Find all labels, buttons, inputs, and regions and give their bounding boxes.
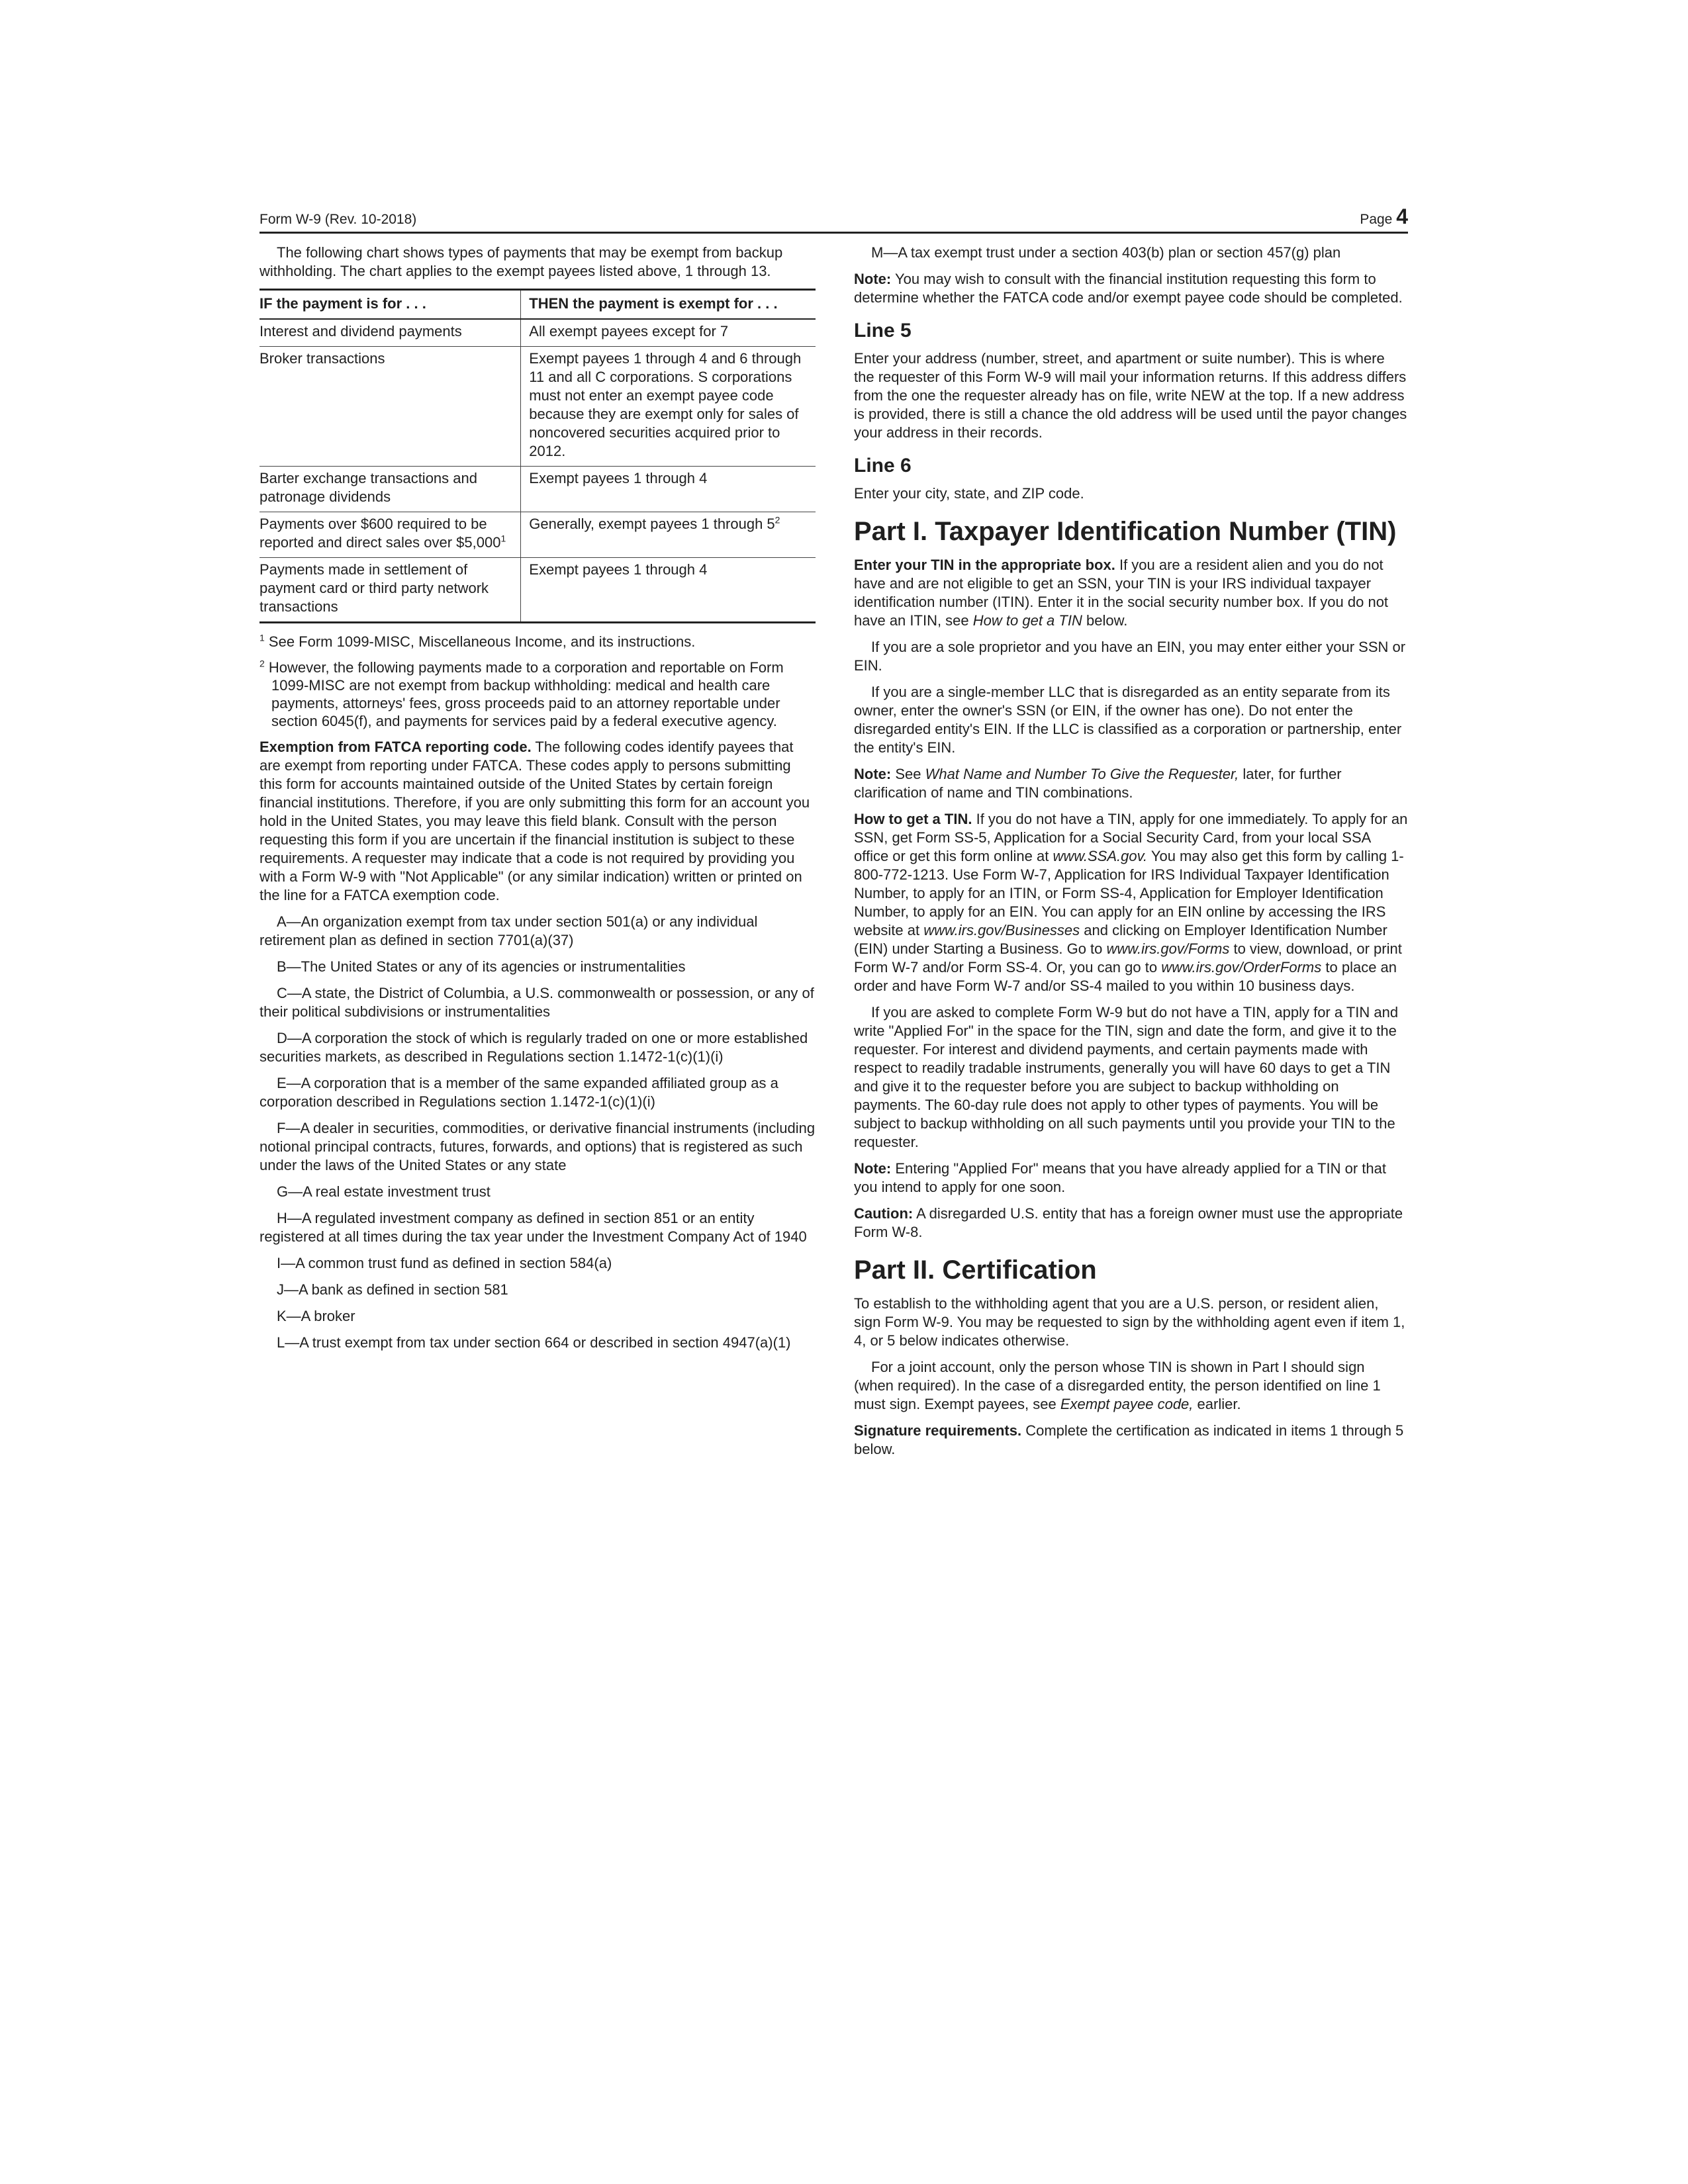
fatca-code: E—A corporation that is a member of the same expanded affiliated group as a corporation described in Regulations section 1.1472-1(c)(1)(i) bbox=[259, 1075, 778, 1110]
table-cell-exempt: Exempt payees 1 through 4 bbox=[521, 558, 816, 623]
chart-intro: The following chart shows types of payments that may be exempt from backup withholding. The chart applies to the exempt payees listed above, 1 through 13. bbox=[259, 244, 783, 279]
fatca-code: D—A corporation the stock of which is regularly traded on one or more established securities markets, as described in Regulations section 1.1472-1(c)(1)(i) bbox=[259, 1030, 808, 1065]
table-cell-exempt: Exempt payees 1 through 4 bbox=[521, 467, 816, 512]
line5-text: Enter your address (number, street, and apartment or suite number). This is where the requester of this Form W-9 will mail your information returns. If this address differs from the one the requester already has on file, write NEW at the top. If a new address is provided, there is still a chance the old address will be used until the payor changes your address in their records. bbox=[854, 350, 1407, 441]
fatca-code: J—A bank as defined in section 581 bbox=[277, 1281, 508, 1298]
signature-requirements: Signature requirements. Complete the certification as indicated in items 1 through 5 below. bbox=[854, 1422, 1404, 1457]
exempt-payment-chart bbox=[259, 289, 816, 623]
table-cell-payment: Payments made in settlement of payment card or third party network transactions bbox=[259, 558, 521, 623]
right-column bbox=[854, 244, 1408, 1467]
note-fatca: Note: You may wish to consult with the financial institution requesting this form to determine whether the FATCA code and/or exempt payee code should be completed. bbox=[854, 271, 1403, 306]
fatca-code: F—A dealer in securities, commodities, or derivative financial instruments (including notional principal contracts, futures, forwards, and options) that is registered as such under the laws of the United States or any state bbox=[259, 1120, 816, 1173]
fatca-code: C—A state, the District of Columbia, a U.S. commonwealth or possession, or any of their political subdivisions or instrumentalities bbox=[259, 985, 814, 1020]
table-row bbox=[259, 558, 816, 623]
table-header: THEN the payment is exempt for . . . bbox=[521, 290, 816, 320]
table-cell-exempt: All exempt payees except for 7 bbox=[521, 319, 816, 347]
llc-paragraph: If you are a single-member LLC that is disregarded as an entity separate from its owner, enter the owner's SSN (or EIN, if the owner has one). Do not enter the disregarded entity's EIN. If the LLC is classified as a corporation or partnership, enter the entity's EIN. bbox=[854, 684, 1402, 756]
table-cell-payment: Broker transactions bbox=[259, 347, 521, 467]
fatca-code: M—A tax exempt trust under a section 403(b) plan or section 457(g) plan bbox=[871, 244, 1341, 261]
fatca-title: Exemption from FATCA reporting code. bbox=[259, 739, 532, 755]
note-applied-for: Note: Entering "Applied For" means that you have already applied for a TIN or that you intend to apply for one soon. bbox=[854, 1160, 1386, 1195]
tin-enter-paragraph: Enter your TIN in the appropriate box. If you are a resident alien and you do not have and are not eligible to get an SSN, your TIN is your IRS individual taxpayer identification number (ITIN). Enter it in the social security number box. If you do not have an ITIN, see How to get a TIN below. bbox=[854, 557, 1389, 629]
line6-text: Enter your city, state, and ZIP code. bbox=[854, 485, 1084, 502]
line6-heading: Line 6 bbox=[854, 455, 912, 477]
how-to-get-tin-paragraph: How to get a TIN. If you do not have a TIN, apply for one immediately. To apply for an SSN, get Form SS-5, Application for a Social Security Card, from your local SSA office or get this form online at www.SSA.gov. You may also get this form by calling 1-800-772-1213. Use Form W-7, Application for IRS Individual Taxpayer Identification Number, to apply for an ITIN, or Form SS-4, Application for Employer Identification Number, to apply for an EIN. You can apply for an EIN online by accessing the IRS website at www.irs.gov/Businesses and clicking on Employer Identification Number (EIN) under Starting a Business. Go to www.irs.gov/Forms to view, download, or print Form W-7 and/or Form SS-4. Or, you can go to www.irs.gov/OrderForms to place an order and have Form W-7 and/or SS-4 mailed to you within 10 business days. bbox=[854, 811, 1408, 994]
fatca-code: L—A trust exempt from tax under section 664 or described in section 4947(a)(1) bbox=[277, 1334, 791, 1351]
certification-paragraph-2: For a joint account, only the person whose TIN is shown in Part I should sign (when required). In the case of a disregarded entity, the person identified on line 1 must sign. Exempt payees, see Exempt payee code, earlier. bbox=[854, 1359, 1381, 1412]
table-cell-payment: Payments over $600 required to be reported and direct sales over $5,000$^1$ bbox=[259, 512, 521, 558]
footnote-2: $^2$ However, the following payments made to a corporation and reportable on Form 1099-MISC are not exempt from backup withholding: medical and health care payments, attorneys' fees, gross proceeds paid to an attorney reportable under section 6045(f), and payments for services paid by a federal executive agency. bbox=[259, 658, 784, 729]
table-row bbox=[259, 319, 816, 347]
table-cell-payment: Interest and dividend payments bbox=[259, 319, 521, 347]
left-column bbox=[259, 244, 816, 1360]
table-row bbox=[259, 512, 816, 558]
caution-paragraph: Caution: A disregarded U.S. entity that has a foreign owner must use the appropriate Form W-8. bbox=[854, 1205, 1403, 1240]
page-number-label: Page 4 bbox=[1360, 205, 1408, 228]
sole-proprietor-paragraph: If you are a sole proprietor and you have an EIN, you may enter either your SSN or EIN. bbox=[854, 639, 1406, 674]
table-row bbox=[259, 467, 816, 512]
fatca-code: K—A broker bbox=[277, 1308, 355, 1324]
fatca-code: G—A real estate investment trust bbox=[277, 1183, 491, 1200]
fatca-code: A—An organization exempt from tax under section 501(a) or any individual retirement plan as defined in section 7701(a)(37) bbox=[259, 913, 758, 948]
page-header bbox=[259, 206, 1408, 234]
table-cell-payment: Barter exchange transactions and patronage dividends bbox=[259, 467, 521, 512]
table-row bbox=[259, 347, 816, 467]
certification-paragraph-1: To establish to the withholding agent that you are a U.S. person, or resident alien, sign Form W-9. You may be requested to sign by the withholding agent even if item 1, 4, or 5 below indicates otherwise. bbox=[854, 1295, 1405, 1349]
part1-heading: Part I. Taxpayer Identification Number (TIN) bbox=[854, 517, 1397, 546]
fatca-code: B—The United States or any of its agencies or instrumentalities bbox=[277, 958, 686, 975]
part2-heading: Part II. Certification bbox=[854, 1255, 1097, 1285]
table-header-row bbox=[259, 290, 816, 320]
applied-for-paragraph: If you are asked to complete Form W-9 but do not have a TIN, apply for a TIN and write "Applied For" in the space for the TIN, sign and date the form, and give it to the requester. For interest and dividend payments, and certain payments made with respect to readily tradable instruments, generally you will have 60 days to get a TIN and give it to the requester before you are subject to backup withholding on payments. The 60-day rule does not apply to other types of payments. You will be subject to backup withholding on all such payments until you provide your TIN to the requester. bbox=[854, 1004, 1399, 1150]
fatca-paragraph: Exemption from FATCA reporting code. The following codes identify payees that are exempt from reporting under FATCA. These codes apply to persons submitting this form for accounts maintained outside of the United States by certain foreign financial institutions. Therefore, if you are only submitting this form for an account you hold in the United States, you may leave this field blank. Consult with the person requesting this form if you are uncertain if the financial institution is subject to these requirements. A requester may indicate that a code is not required by providing you with a Form W-9 with "Not Applicable" (or any similar indication) written or printed on the line for a FATCA exemption code. bbox=[259, 739, 810, 903]
table-header: IF the payment is for . . . bbox=[259, 290, 521, 320]
form-id: Form W-9 (Rev. 10-2018) bbox=[259, 212, 417, 227]
note-name-number: Note: See What Name and Number To Give the Requester, later, for further clarification of name and TIN combinations. bbox=[854, 766, 1342, 801]
table-cell-exempt: Exempt payees 1 through 4 and 6 through 11 and all C corporations. S corporations must not enter an exempt payee code because they are exempt only for sales of noncovered securities acquired prior to 2012. bbox=[521, 347, 816, 467]
fatca-code: I—A common trust fund as defined in section 584(a) bbox=[277, 1255, 612, 1271]
page-number: 4 bbox=[1396, 205, 1408, 228]
footnote-1: $^1$ See Form 1099-MISC, Miscellaneous Income, and its instructions. bbox=[259, 632, 696, 650]
table-cell-exempt: Generally, exempt payees 1 through $5^2$ bbox=[521, 512, 816, 558]
line5-heading: Line 5 bbox=[854, 320, 912, 341]
fatca-code: H—A regulated investment company as defined in section 851 or an entity registered at all times during the tax year under the Investment Company Act of 1940 bbox=[259, 1210, 807, 1245]
